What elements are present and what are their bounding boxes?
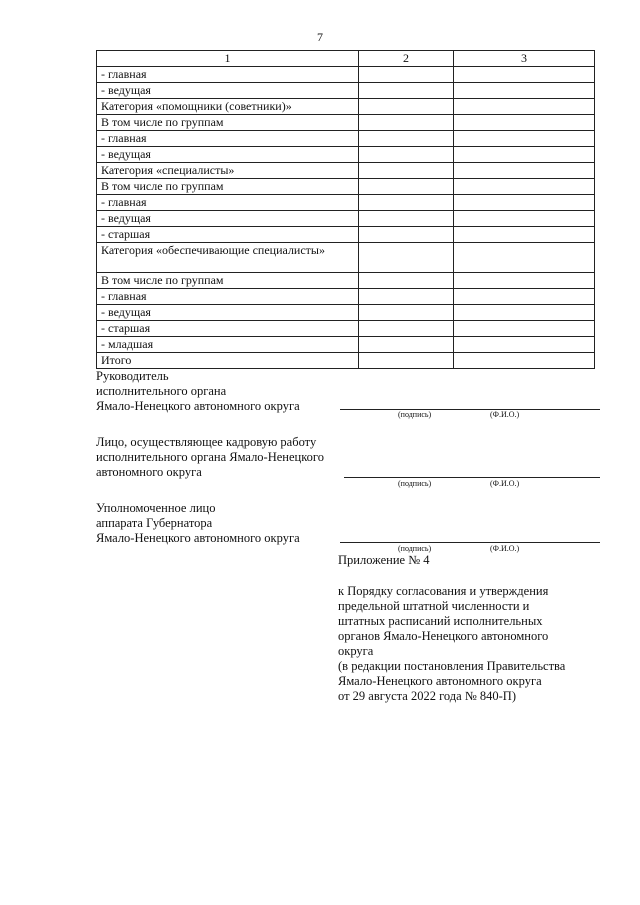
table-cell — [359, 305, 454, 321]
signature-block-hr — [96, 435, 324, 480]
row-label: Категория «специалисты» — [97, 163, 359, 179]
table-row — [97, 211, 595, 227]
table-row — [97, 353, 595, 369]
row-label: - ведущая — [97, 147, 359, 163]
table-row — [97, 195, 595, 211]
row-label: - главная — [97, 131, 359, 147]
signature-caption: (подпись) — [398, 410, 432, 419]
table-cell — [454, 227, 595, 243]
table-cell — [454, 243, 595, 273]
column-header: 3 — [454, 51, 595, 67]
name-caption: (Ф.И.О.) — [490, 479, 520, 488]
signature-text-line: Ямало-Ненецкого автономного округа — [96, 399, 300, 413]
table-cell — [359, 243, 454, 273]
signature-text-line: Уполномоченное лицо — [96, 501, 216, 515]
table-cell — [359, 83, 454, 99]
row-label: Категория «помощники (советники)» — [97, 99, 359, 115]
row-label: - младшая — [97, 337, 359, 353]
row-label: В том числе по группам — [97, 273, 359, 289]
table-cell — [359, 115, 454, 131]
signature-line — [340, 542, 600, 543]
row-label: Итого — [97, 353, 359, 369]
row-label: - ведущая — [97, 305, 359, 321]
row-label: - главная — [97, 289, 359, 305]
table-row — [97, 305, 595, 321]
table-row — [97, 99, 595, 115]
appendix-line: штатных расписаний исполнительных — [338, 614, 543, 628]
table-cell — [454, 67, 595, 83]
table-cell — [454, 321, 595, 337]
name-caption: (Ф.И.О.) — [490, 410, 520, 419]
row-label: - главная — [97, 67, 359, 83]
table-cell — [454, 131, 595, 147]
table-cell — [359, 67, 454, 83]
table-cell — [359, 321, 454, 337]
row-label: - главная — [97, 195, 359, 211]
table-cell — [454, 289, 595, 305]
signature-text-line: Руководитель — [96, 369, 169, 383]
table-cell — [359, 337, 454, 353]
table-row — [97, 337, 595, 353]
row-label: В том числе по группам — [97, 115, 359, 131]
table-cell — [454, 163, 595, 179]
table-cell — [359, 147, 454, 163]
signature-text-line: исполнительного органа Ямало-Ненецкого — [96, 450, 324, 464]
column-header: 1 — [97, 51, 359, 67]
signature-text-line: Лицо, осуществляющее кадровую работу — [96, 435, 317, 449]
appendix-line: органов Ямало-Ненецкого автономного — [338, 629, 549, 643]
signature-caption: (подпись) — [398, 479, 432, 488]
appendix-title: Приложение № 4 — [338, 553, 430, 567]
table-cell — [454, 273, 595, 289]
row-label: - старшая — [97, 321, 359, 337]
table-row — [97, 83, 595, 99]
signature-text-line: исполнительного органа — [96, 384, 227, 398]
table-cell — [454, 147, 595, 163]
row-label: Категория «обеспечивающие специалисты» — [97, 243, 359, 273]
table-cell — [359, 353, 454, 369]
row-label: - ведущая — [97, 83, 359, 99]
signature-caption: (подпись) — [398, 544, 432, 553]
row-label: - ведущая — [97, 211, 359, 227]
table-row — [97, 289, 595, 305]
table-cell — [454, 211, 595, 227]
signature-text-line: Ямало-Ненецкого автономного округа — [96, 531, 300, 545]
name-caption: (Ф.И.О.) — [490, 544, 520, 553]
table-cell — [454, 353, 595, 369]
table-cell — [454, 337, 595, 353]
row-label: - старшая — [97, 227, 359, 243]
table-cell — [359, 99, 454, 115]
column-header: 2 — [359, 51, 454, 67]
table-cell — [359, 163, 454, 179]
table-cell — [359, 195, 454, 211]
table-row — [97, 131, 595, 147]
table-row — [97, 243, 595, 273]
row-label: В том числе по группам — [97, 179, 359, 195]
table-row — [97, 67, 595, 83]
staff-table — [96, 50, 595, 369]
signature-text-line: автономного округа — [96, 465, 202, 479]
table-row — [97, 273, 595, 289]
table-row — [97, 163, 595, 179]
table-row — [97, 147, 595, 163]
table-cell — [359, 179, 454, 195]
table-cell — [454, 179, 595, 195]
table-cell — [454, 83, 595, 99]
appendix-text — [338, 584, 565, 704]
table-cell — [359, 131, 454, 147]
table-row — [97, 179, 595, 195]
appendix-line: округа — [338, 644, 374, 658]
appendix-line: (в редакции постановления Правительства — [338, 659, 566, 673]
signature-line — [340, 409, 600, 410]
appendix-line: от 29 августа 2022 года № 840-П) — [338, 689, 516, 703]
table-header-row — [97, 51, 595, 67]
appendix-line: предельной штатной численности и — [338, 599, 530, 613]
signature-block-authorized — [96, 501, 300, 546]
table-row — [97, 321, 595, 337]
signature-line — [344, 477, 600, 478]
table-cell — [454, 305, 595, 321]
appendix-line: к Порядку согласования и утверждения — [338, 584, 549, 598]
table-cell — [359, 289, 454, 305]
table-cell — [359, 273, 454, 289]
table-cell — [454, 99, 595, 115]
table-row — [97, 115, 595, 131]
table-row — [97, 227, 595, 243]
table-cell — [454, 195, 595, 211]
signature-block-head — [96, 369, 300, 414]
table-cell — [454, 115, 595, 131]
table-cell — [359, 227, 454, 243]
signature-text-line: аппарата Губернатора — [96, 516, 213, 530]
table-cell — [359, 211, 454, 227]
appendix-line: Ямало-Ненецкого автономного округа — [338, 674, 542, 688]
page-number: 7 — [317, 30, 323, 44]
